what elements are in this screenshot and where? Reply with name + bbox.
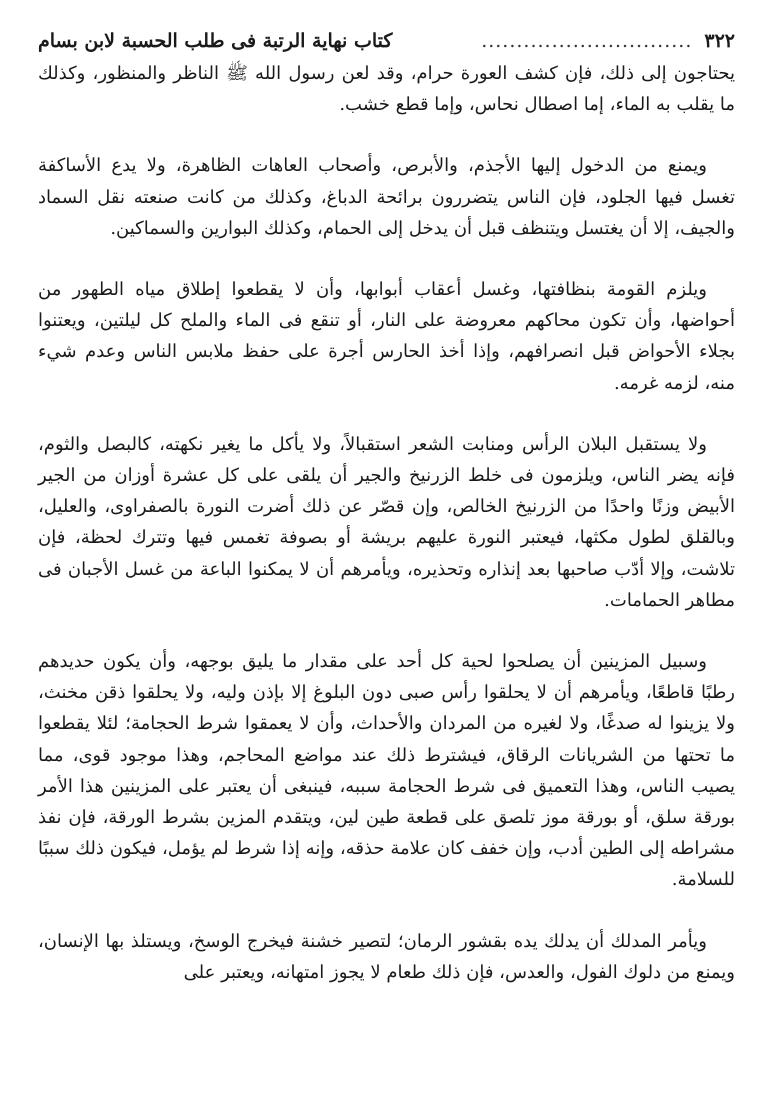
paragraph-continuation: يحتاجون إلى ذلك، فإن كشف العورة حرام، وقد لعن رسول الله ﷺ الناظر والمنظور، وكذلك ما يقلب به الماء، إما اصطال نحاس، وإما قطع خشب.: [38, 63, 735, 116]
paragraph-gap: [38, 244, 735, 274]
paragraph-gap: [38, 120, 735, 150]
paragraph-gap: [38, 896, 735, 926]
paragraph-barbers: وسبيل المزينين أن يصلحوا لحية كل أحد على مقدار ما يليق بوجهه، وأن يكون حديدهم رطبًا قاطعًا، ويأمرهم أن لا يحلقوا رأس صبى دون البلوغ إلا بإذن وليه، ولا يحلقوا ذقن مخنث، ولا يزينوا له صدغًا، ولا لغيره من المردان والأحداث، وأن لا يعمقوا شرط الحجامة؛ لئلا يقطعوا ما تحتها من الشريانات الرقاق، فيشترط ذلك عند مواضع المحاجم، وهذا موجود قوى، مما يصيب الناس، وهذا التعميق فى شرط الحجامة سببه، فينبغى أن يعتبر على المزينين هذا الأمر بورقة سلق، أو بورقة موز تلصق على قطعة طين لين، ويتقدم المزين بشرط الورقة، فإن نفذ مشراطه إلى الطين أدب، وإن خفف كان علامة حذقه، وإنه إذا شرط لم يؤمل، فيكون ذلك سببًا للسلامة.: [38, 651, 735, 891]
header-leader-dots: ..............................: [481, 30, 693, 52]
paragraph-bath-servant: ولا يستقبل البلان الرأس ومنابت الشعر استقبالاً، ولا يأكل ما يغير نكهته، كالبصل والثوم، فإنه يضر الناس، ويلزمون فى خلط الزرنيخ والجير أن يلقى على كل عشرة أوزان من الجير الأبيض وزنًا واحدًا من الزرنيخ الخالص، وإن قصّر عن ذلك أضرت النورة بالصفراوى، والعليل، وبالقلق لطول مكثها، فيعتبر النورة عليهم بريشة أو بصوفة تغمس فيها وتترك لحظة، فإن تلاشت، وإلا أدّب صاحبها بعد إنذاره وتحذيره، ويأمرهم أن لا يمكنوا الباعة من غسل الأجبان فى مطاهر الحمامات.: [38, 433, 735, 611]
running-title: كتاب نهاية الرتبة فى طلب الحسبة لابن بسام: [38, 30, 393, 52]
paragraph-masseur: ويأمر المدلك أن يدلك يده بقشور الرمان؛ لتصير خشنة فيخرج الوسخ، ويستلذ بها الإنسان، ويمنع من دلوك الفول، والعدس، فإن ذلك طعام لا يجوز امتهانه، ويعتبر على: [38, 930, 735, 983]
paragraph-gap: [38, 399, 735, 429]
page-number: ٣٢٢: [704, 30, 735, 52]
page-header: [38, 26, 735, 56]
paragraph-attendants: ويلزم القومة بنظافتها، وغسل أعقاب أبوابها، وأن لا يقطعوا إطلاق مياه الطهور من أحواضها، وأن تكون محاكهم معروضة على النار، أو تنقع فى الماء والملح كل ليلتين، ويعتنوا بجلاء الأحواض قبل انصرافهم، وإذا أخذ الحارس أجرة على حفظ ملابس الناس وعدم شيء منه، لزمه غرمه.: [38, 279, 735, 394]
book-page: [38, 26, 735, 1092]
paragraph-bath-entry: ويمنع من الدخول إليها الأجذم، والأبرص، وأصحاب العاهات الظاهرة، ولا يدع الأساكفة تغسل فيها الجلود، فإن الناس يتضررون برائحة الدباغ، وكذلك من كانت صنعته نقل السماد والجيف، إلا أن يغتسل ويتنظف قبل أن يدخل إلى الحمام، وكذلك البوارين والسماكين.: [38, 155, 735, 239]
paragraph-gap: [38, 616, 735, 646]
